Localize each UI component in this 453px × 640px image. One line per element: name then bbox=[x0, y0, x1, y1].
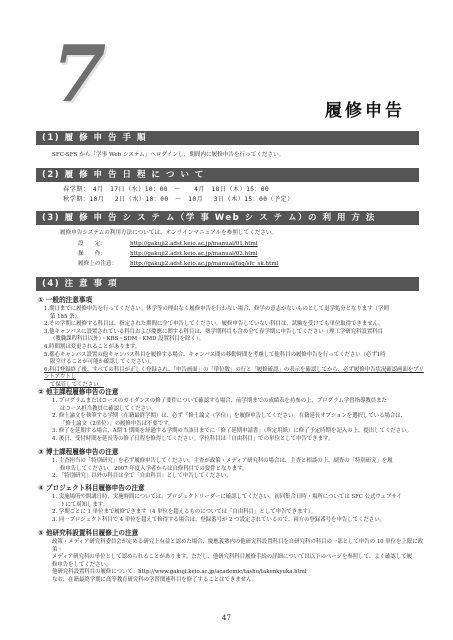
general-note-line: 1.期日までに履修申告を行ってください。休学等の理由なく履修申告を行わない場合、修学の意志がないものとして退学処分となります（学則 bbox=[44, 306, 389, 312]
page-number: 47 bbox=[222, 614, 231, 622]
general-note-line: （教職課程科目以外）・KBS・SDM・KMD 設置科目を除く）。 bbox=[50, 336, 204, 343]
general-note-line-emphasis: 6.科目登録終了後、すべての科目が正しく登録され、「申告画面」の「単位数」の行と「履修確認」の表示を確認してから、必ず履修申告状況確認画面をプリントアウトし bbox=[44, 366, 424, 381]
note-line: 政策・メディア研究科委員会が定める研究上有益と認めた場合、慶應義塾内の他研究科設置科目を自研究科の科目の一部として申告の 10 単位を上限に政策・ bbox=[52, 539, 424, 553]
manual-link-url[interactable]: http://gakuji2.adst.keio.ac.jp/manual/faq/sfc_sk.html bbox=[130, 261, 279, 267]
note-line: トにて周知します。 bbox=[60, 501, 109, 508]
note-line: 1. 主査担当の「特別研究」を必ず履修申告してください。主査が政策・メディア研究科の場合は、主査と相談の上、副査の「特別研究」を履 bbox=[52, 458, 393, 464]
note-line: 2. 修士論文を執筆する学期（在籍最終学期）は、必ず「修士論文（学位）」を履修申告してください。在籍延長オプションを選択している場合は、 bbox=[52, 413, 407, 420]
general-notes-heading: ① 一般的注意事項 bbox=[38, 296, 93, 304]
manual-link-url[interactable]: http://gakuji2.adst.keio.ac.jp/manual/01.html bbox=[130, 241, 258, 247]
note-line: 2. 「特別研究」以外の科目は全て「自由科目」として申告してください。 bbox=[52, 473, 232, 480]
note-line: メディア研究科の単位として認められることがあります。ただし、他研究科科目履修手続の詳細については以下のページを参照して、よく確認して履 bbox=[52, 554, 412, 561]
other-course-heading: ② 他主課程履修申告の注意 bbox=[38, 388, 119, 396]
schedule-fall: 秋学期：10月 2日（水）10：00 ～ 10月 3日（木）15：00（予定） bbox=[63, 196, 294, 203]
note-line: 1. プログラムまたはコースのガイダンスの修了要件について確認する場合、前学期までの成績表を持参の上、プログラム学習指導教員また bbox=[52, 398, 387, 404]
system-intro: 履修申告システムの利用方法については、オンラインマニュアルを参照してください。 bbox=[60, 230, 278, 236]
manual-link-faq-row bbox=[78, 260, 278, 268]
project-course-heading: ④ プロジェクト科目履修申告の注意 bbox=[38, 484, 145, 492]
note-line: 3. 修了を延期する場合、A期 1 期間を経過する学期の当該日までに「修了延期申請書」（所定用紙）に修了予定時期を記入の上、提出してください。 bbox=[52, 428, 412, 435]
other-graduate-heading: ⑤ 他研究科設置科目履修上の注意 bbox=[38, 529, 139, 537]
note-line: 2. 学期ごとに 1 単位まで履修できます（4 単位を超えるものについては「自由科目」として申告できます）。 bbox=[52, 509, 317, 516]
general-note-line-emphasis: て保管してください。 bbox=[50, 381, 104, 388]
general-note-line: 2.その学期に履修する科目は、指定された期間に全て申告してください。履修申告していない科目は、試験を受けても単位取得できません。 bbox=[44, 321, 384, 328]
note-line: はコース担当教員に確認してください。 bbox=[60, 405, 157, 412]
note-line-link[interactable]: 他研究科設置科目の履修について：http://www.gakuji.keio.ac.jp/academic/tashu/takenkyuka.html bbox=[52, 569, 307, 576]
note-line: 修申告をしてください。 bbox=[52, 561, 112, 568]
general-note-line: 3.他キャンパスに設置されている科目および慶應に関する科目は、塾学期科目も含め全て春学期に申告してください（理工学研究科設置科目 bbox=[44, 328, 383, 335]
manual-link-setup-row bbox=[78, 240, 258, 248]
other-course-notes bbox=[52, 398, 424, 444]
general-note-line: 4.時間割は変更されることがあります。 bbox=[44, 343, 141, 350]
manual-link-label: 操 作： bbox=[78, 251, 106, 257]
manual-link-url[interactable]: http://gakuji2.adst.keio.ac.jp/manual/02.html bbox=[130, 251, 258, 257]
note-line: 修申告してください。2007 年度入学者からは自修科目での要件となります。 bbox=[60, 465, 248, 472]
schedule-spring: 春学期： 4月 17日（水）10：00 ～ 4月 18日（木）15：00 bbox=[63, 186, 270, 193]
section-heading-procedure: (1) 履 修 申 告 手 順 bbox=[36, 131, 419, 145]
general-note-line: 限空けることが可能か確認してください）。 bbox=[50, 359, 156, 366]
manual-link-operation-row bbox=[78, 250, 258, 258]
general-note-line: 5.都心キャンパス設置の他キャンパス科目を履修する場合、キャンパス間の移動時間を考慮して他科目の履修申告を行ってください（必ず1時 bbox=[44, 351, 386, 358]
procedure-text: SFC-SFS から「学事 Web システム」へログインし、期間内に履修申告を行ってください。 bbox=[52, 152, 285, 158]
note-line: なお、在籍最終学期に高等教育研究科の学習関連科目を修了することはできません。 bbox=[52, 576, 258, 583]
other-graduate-notes bbox=[52, 539, 424, 585]
chapter-number: 7 bbox=[52, 29, 107, 120]
section-heading-system: (3) 履 修 申 告 シ ス テ ム（学 事 Web シ ス テ ム）の 利 用 方 法 bbox=[36, 211, 419, 225]
doctoral-notes bbox=[52, 458, 424, 481]
project-course-notes bbox=[52, 494, 424, 524]
manual-link-label: 設 定： bbox=[78, 241, 106, 247]
note-line: 1. 実施場所や開講日時、実施時間については、プロジェクトリーダーに確認してください。初回集合日時・場所については SFC 公式ウェブサイ bbox=[52, 494, 402, 500]
section-heading-notes: (4) 注 意 事 項 bbox=[36, 277, 419, 291]
note-line: 「修士論文（2単位）」の履修申告は不要です。 bbox=[60, 420, 174, 427]
chapter-title: 履修申告 bbox=[325, 101, 405, 121]
note-line: 3. 同一プロジェクト科目で 4 単位を超えて修得する場合は、登録番号が 2 つ設定されているので、両方の登録番号を申告してください。 bbox=[52, 516, 386, 523]
general-note-line: 第 185 条）。 bbox=[50, 313, 83, 320]
manual-link-label: 履修上の注意： bbox=[78, 261, 118, 267]
doctoral-heading: ③ 博士課程履修申告の注意 bbox=[38, 448, 119, 456]
section-heading-schedule: (2) 履 修 申 告 日 程 に つ い て bbox=[36, 168, 419, 182]
general-notes-list bbox=[44, 306, 424, 390]
note-line: 4. 後日、受付時間を延長等の修了日程を修得してください。学位科目は「自由科目」での単位として申告できます。 bbox=[52, 435, 334, 442]
